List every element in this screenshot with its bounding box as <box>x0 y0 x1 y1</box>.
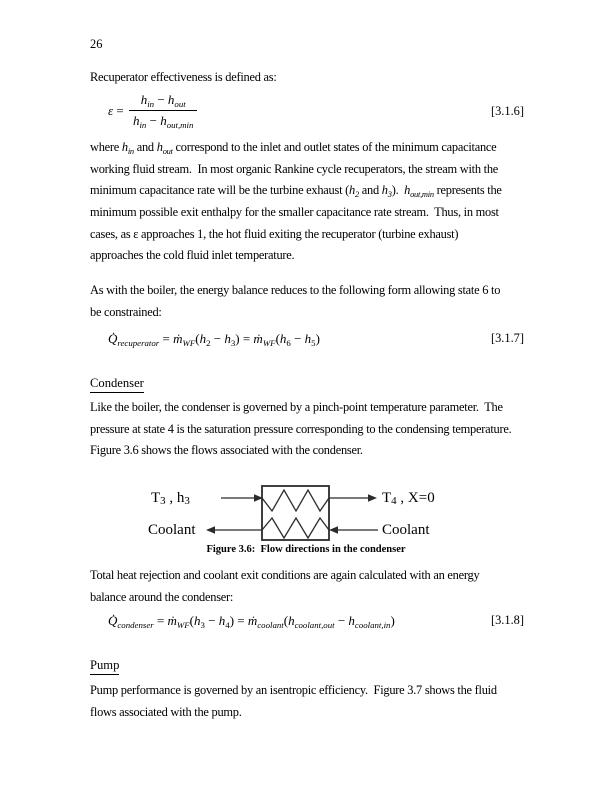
figure-label-coolant-out: Coolant <box>148 522 196 538</box>
paragraph-where-capacitance <box>90 137 526 267</box>
equation-number: [3.1.8] <box>490 613 524 627</box>
fraction-numerator: $h_{in} - h_{out}$ <box>129 92 197 111</box>
text-line: flows associated with the pump. <box>90 704 242 719</box>
paragraph-condenser-intro <box>90 397 526 462</box>
heat-exchanger-box <box>262 486 329 540</box>
equation-number: [3.1.6] <box>490 104 524 118</box>
equation-3-1-6 <box>90 92 526 138</box>
text-line: working fluid stream. In most organic Rankine cycle recuperators, the stream with the <box>90 161 499 176</box>
figure-label-coolant-in: Coolant <box>382 522 430 538</box>
equation-body <box>90 92 197 129</box>
fraction-denominator: $h_{in} - h_{out,min}$ <box>132 113 194 130</box>
text-line: approaches the cold fluid inlet temperature. <box>90 248 295 263</box>
heading-text: Condenser <box>90 376 144 393</box>
figure-caption: Figure 3.6: Flow directions in the condenser <box>206 544 406 555</box>
heading-text: Pump <box>90 658 119 675</box>
equation-3-1-7 <box>90 328 526 352</box>
section-heading-pump <box>90 658 526 673</box>
figure-label-inlet-state: $T_3$ , $h_3$ <box>151 490 190 508</box>
page-number: 26 <box>90 37 103 51</box>
text-line: Total heat rejection and coolant exit conditions are again calculated with an energy <box>90 568 480 582</box>
coolant-out-arrowhead-icon <box>206 526 215 534</box>
text-line: Like the boiler, the condenser is governed by a pinch-point temperature parameter. The <box>90 400 503 414</box>
text-line: be constrained: <box>90 304 162 319</box>
equation-body: $Q̇_{condenser}$ = $ṁ_{WF}(h_3 - h_4)$ = $ṁ_{coolant}(h_{coolant,out} - h_{coolant,in})$ <box>108 613 395 630</box>
equation-lhs: ε = <box>108 102 127 118</box>
text-line: where $h_{in}$ and $h_{out}$ correspond to the inlet and outlet states of the minimum capacitance <box>90 140 497 156</box>
text-line: pressure at state 4 is the saturation pressure corresponding to the condensing temperature. <box>90 421 512 436</box>
paragraph-energy-balance <box>90 280 526 323</box>
equation-body: $Q̇_{recuperator}$ = $ṁ_{WF}(h_2 - h_3)$ = $ṁ_{WF}(h_6 - h_5)$ <box>108 331 320 348</box>
paragraph-recuperator-intro <box>90 67 526 89</box>
section-heading-condenser <box>90 376 526 391</box>
text-line: Figure 3.6 shows the flows associated with the condenser. <box>90 443 363 458</box>
text-line: balance around the condenser: <box>90 589 234 604</box>
figure-label-outlet-state: $T_4$ , X=0 <box>382 490 435 508</box>
text-line: As with the boiler, the energy balance reduces to the following form allowing state 6 to <box>90 283 501 297</box>
equation-3-1-8 <box>90 610 526 634</box>
coolant-in-arrowhead-icon <box>329 526 338 534</box>
equation-fraction <box>129 92 197 129</box>
text-line: minimum capacitance rate will be the turbine exhaust ($h_2$ and $h_3$). $h_{out,min}$ represents the <box>90 183 502 200</box>
figure-3-6 <box>120 482 500 546</box>
paragraph-pump-intro <box>90 680 526 723</box>
outlet-arrowhead-icon <box>368 494 377 502</box>
equation-number: [3.1.7] <box>490 331 524 345</box>
text-line: Pump performance is governed by an isentropic efficiency. Figure 3.7 shows the fluid <box>90 683 497 697</box>
text-line: minimum possible exit enthalpy for the smaller capacitance rate stream. Thus, in most <box>90 205 499 220</box>
text-line: Recuperator effectiveness is defined as: <box>90 70 277 84</box>
paragraph-total-heat-rejection <box>90 565 526 608</box>
text-line: cases, as ε approaches 1, the hot fluid exiting the recuperator (turbine exhaust) <box>90 226 459 241</box>
